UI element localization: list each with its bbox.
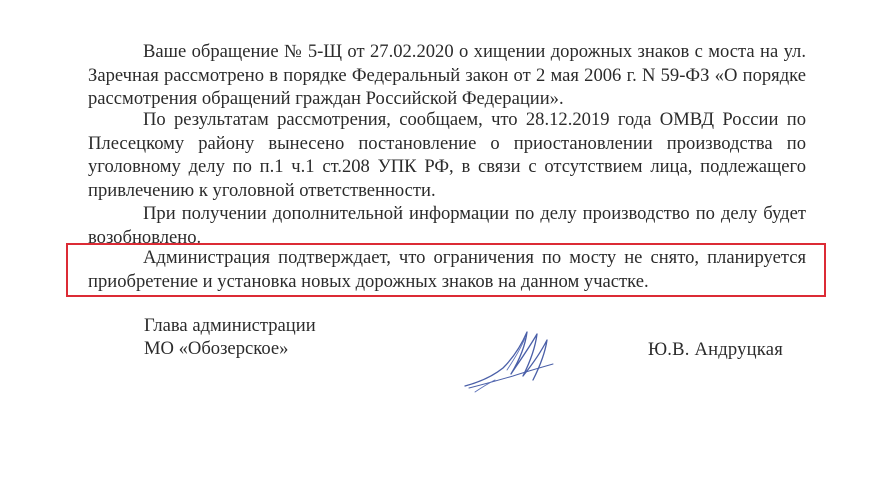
paragraph-1-text: Ваше обращение № 5-Щ от 27.02.2020 о хищении дорожных знаков с моста на ул. Заречная рассмотрено в порядке Федеральный закон от 2 мая 2006 г. N 59-ФЗ «О порядке рассмотрения обращений граждан Российской Федерации». [88,41,806,109]
paragraph-resumption-note [88,202,806,249]
paragraph-highlighted-statement [88,246,806,293]
signatory-title-line-1: Глава администрации [144,315,316,336]
paragraph-2-text: По результатам рассмотрения, сообщаем, что 28.12.2019 года ОМВД России по Плесецкому району вынесено постановление о приостановлении производства по уголовному делу по п.1 ч.1 ст.208 УПК РФ, в связи с отсутствием лица, подлежащего привлечению к уголовной ответственности. [88,109,806,201]
handwritten-signature [455,318,565,398]
paragraph-appeal-reference [88,40,806,111]
paragraph-review-results [88,108,806,202]
signatory-title [144,315,316,360]
paragraph-3-text: При получении дополнительной информации по делу производство по делу будет возобновлено. [88,203,806,248]
paragraph-4-text: Администрация подтверждает, что ограничения по мосту не снято, планируется приобретение и установка новых дорожных знаков на данном участке. [88,247,806,292]
signatory-name: Ю.В. Андруцкая [648,339,783,360]
signatory-title-line-2: МО «Обозерское» [144,337,289,359]
